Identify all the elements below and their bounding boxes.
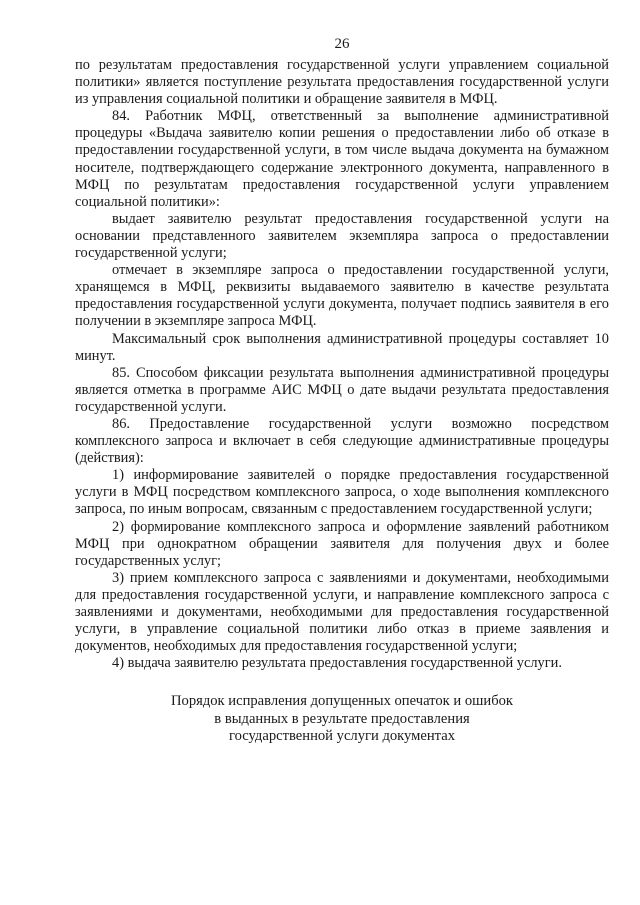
paragraph-85: 85. Способом фиксации результата выполнения административной процедуры является отметка в программе АИС МФЦ о дате выдачи результата предоставления государственной услуги. (75, 364, 609, 415)
list-item-2: 2) формирование комплексного запроса и оформление заявлений работником МФЦ при однократном обращении заявителя для получения двух и более государственных услуг; (75, 518, 609, 569)
list-item-3: 3) прием комплексного запроса с заявлениями и документами, необходимыми для предоставления государственной услуги, и направление комплексного запроса с заявлениями и документами, необходимыми для предоставления государственной услуги, в управление социальной политики либо отказ в приеме заявления и документов, необходимых для предоставления государственной услуги; (75, 569, 609, 655)
section-heading-line-3: государственной услуги документах (228, 728, 456, 745)
paragraph-84: 84. Работник МФЦ, ответственный за выполнение административной процедуры «Выдача заявителю копии решения о предоставлении либо об отказе в предоставлении государственной услуги, в том числе выдача документа на бумажном носителе, подтверждающего содержание электронного документа, направленного в МФЦ по результатам предоставления государственной услуги управлением социальной политики»: (75, 108, 609, 210)
document-body (75, 57, 609, 746)
paragraph-max-time: Максимальный срок выполнения административной процедуры составляет 10 минут. (75, 330, 609, 364)
section-heading (75, 693, 609, 745)
paragraph-86: 86. Предоставление государственной услуги возможно посредством комплексного запроса и включает в себя следующие административные процедуры (действия): (75, 415, 609, 467)
list-item-4: 4) выдача заявителю результата предоставления государственной услуги. (112, 655, 562, 672)
paragraph-mark-request: отмечает в экземпляре запроса о предоставлении государственной услуги, хранящемся в МФЦ, реквизиты выдаваемого заявителю в качестве результата предоставления государственной услуги документа, получает подпись заявителя в его получении в экземпляре запроса МФЦ. (75, 262, 609, 330)
section-heading-line-2: в выданных в результате предоставления (214, 710, 470, 727)
list-item-1: 1) информирование заявителей о порядке предоставления государственной услуги в МФЦ посредством комплексного запроса, о ходе выполнения комплексного запроса, по иным вопросам, связанным с предоставлением государственной услуги; (75, 467, 609, 518)
paragraph-issue-result: выдает заявителю результат предоставления государственной услуги на основании представленного заявителем экземпляра запроса о предоставлении государственной услуги; (75, 210, 609, 262)
section-heading-line-1: Порядок исправления допущенных опечаток и ошибок (170, 693, 514, 710)
paragraph-continuation: по результатам предоставления государственной услуги управлением социальной политики» является поступление результата предоставления государственной услуги из управления социальной политики и обращение заявителя в МФЦ. (75, 57, 609, 108)
page-number: 26 (334, 36, 350, 52)
